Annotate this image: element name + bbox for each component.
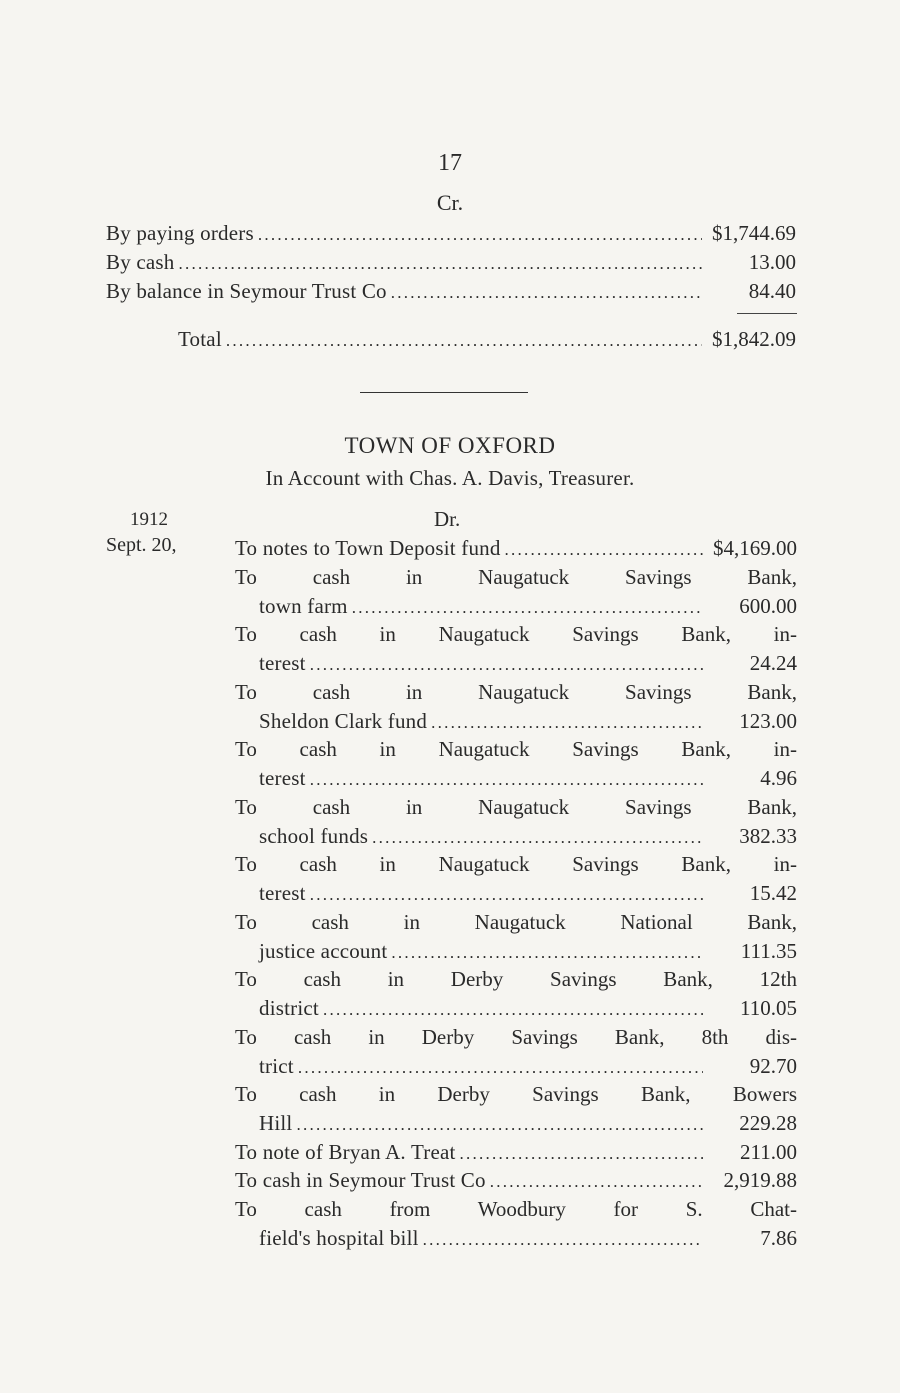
entry-description: To cash in Naugatuck Savings Bank, <box>235 794 797 819</box>
entry-description: To cash in Derby Savings Bank, Bowers <box>235 1082 797 1106</box>
entry-amount: 123.00 <box>739 708 797 733</box>
dot-leader <box>178 248 702 278</box>
total-row <box>178 325 796 354</box>
entry-amount: $4,169.00 <box>713 536 797 560</box>
total-amount: $1,842.09 <box>712 327 796 351</box>
dot-leader <box>490 1166 703 1197</box>
entry-line <box>235 1109 797 1138</box>
entry-amount: 110.05 <box>740 996 797 1020</box>
page-number: 17 <box>438 150 462 176</box>
ledger-entry <box>235 1080 797 1138</box>
entry-amount: 7.86 <box>760 1225 797 1250</box>
entry-line <box>235 994 797 1023</box>
entry-amount: 229.28 <box>739 1111 797 1135</box>
cr-row-label: By balance in Seymour Trust Co <box>106 279 387 303</box>
entry-label: field's hospital bill <box>259 1225 419 1250</box>
ledger-entry <box>235 735 797 793</box>
cr-row <box>106 219 796 248</box>
total-label: Total <box>178 327 222 351</box>
cr-row-amount: 84.40 <box>748 279 796 303</box>
dr-heading: Dr. <box>434 507 461 531</box>
entry-label: terest <box>259 881 306 905</box>
entry-line <box>235 764 797 793</box>
dot-leader <box>310 879 703 910</box>
entry-label: terest <box>259 766 306 790</box>
dot-leader <box>372 822 703 853</box>
dot-leader <box>296 1109 703 1140</box>
entry-label: terest <box>259 651 306 675</box>
entry-description: To cash in Naugatuck Savings Bank, in- <box>235 737 797 761</box>
entry-label: justice account <box>259 938 388 963</box>
entry-description: To cash in Naugatuck Savings Bank, <box>235 679 797 704</box>
dot-leader <box>226 325 702 355</box>
account-title: TOWN OF OXFORD <box>344 433 556 458</box>
entry-line <box>235 1138 797 1167</box>
entry-line <box>235 534 797 563</box>
entry-amount: 92.70 <box>749 1053 797 1078</box>
entry-label: Hill <box>259 1111 293 1135</box>
entry-amount: 24.24 <box>749 651 797 675</box>
account-year: 1912 <box>130 509 168 530</box>
entry-amount: 382.33 <box>739 823 797 848</box>
entry-label: To note of Bryan A. Treat <box>235 1139 456 1164</box>
ledger-entry <box>235 534 797 563</box>
entry-description: To cash in Derby Savings Bank, 12th <box>235 967 797 991</box>
entry-description: To cash in Naugatuck National Bank, <box>235 909 797 934</box>
entry-line <box>235 707 797 736</box>
entry-amount: 2,919.88 <box>723 1168 797 1192</box>
entry-line <box>235 592 797 621</box>
entry-amount: 15.42 <box>749 881 797 905</box>
entry-line <box>235 937 797 966</box>
entry-amount: 211.00 <box>740 1139 797 1164</box>
ledger-entry <box>235 563 797 621</box>
cr-row <box>106 248 796 277</box>
dot-leader <box>431 707 703 738</box>
dot-leader <box>323 994 703 1025</box>
cr-ledger <box>106 219 796 306</box>
dot-leader <box>391 937 703 968</box>
ledger-entry <box>235 1166 797 1195</box>
account-subtitle: In Account with Chas. A. Davis, Treasurer. <box>265 466 635 490</box>
section-divider <box>360 392 528 393</box>
dot-leader <box>310 764 703 795</box>
entry-amount: 4.96 <box>760 766 797 790</box>
sum-rule <box>737 313 797 314</box>
dr-ledger <box>235 534 797 1252</box>
ledger-entry <box>235 678 797 736</box>
cr-row-label: By paying orders <box>106 221 254 245</box>
entry-line <box>235 1052 797 1081</box>
ledger-entry <box>235 965 797 1023</box>
entry-label: school funds <box>259 823 369 848</box>
entry-line <box>235 649 797 678</box>
cr-heading: Cr. <box>436 190 464 215</box>
dot-leader <box>505 534 703 565</box>
dot-leader <box>460 1138 703 1169</box>
cr-row-amount: $1,744.69 <box>712 221 796 245</box>
entry-line <box>235 822 797 851</box>
entry-amount: 111.35 <box>740 938 797 963</box>
cr-total <box>178 325 796 354</box>
dot-leader <box>391 277 702 307</box>
entry-description: To cash in Derby Savings Bank, 8th dis- <box>235 1024 797 1049</box>
dot-leader <box>352 592 703 623</box>
dot-leader <box>423 1224 703 1255</box>
entry-label: To notes to Town Deposit fund <box>235 536 501 560</box>
ledger-entry <box>235 793 797 851</box>
entry-description: To cash in Naugatuck Savings Bank, <box>235 564 797 589</box>
entry-description: To cash in Naugatuck Savings Bank, in- <box>235 622 797 646</box>
cr-row-amount: 13.00 <box>748 250 796 274</box>
entry-line <box>235 1224 797 1253</box>
entry-label: town farm <box>259 593 348 618</box>
entry-label: trict <box>259 1053 294 1078</box>
entry-line <box>235 1166 797 1195</box>
entry-label: To cash in Seymour Trust Co <box>235 1168 486 1192</box>
entry-label: district <box>259 996 319 1020</box>
ledger-entry <box>235 1195 797 1253</box>
entry-amount: 600.00 <box>739 593 797 618</box>
ledger-entry <box>235 908 797 966</box>
cr-row <box>106 277 796 306</box>
entry-line <box>235 879 797 908</box>
dot-leader <box>310 649 703 680</box>
ledger-entry <box>235 1023 797 1081</box>
cr-row-label: By cash <box>106 250 175 274</box>
ledger-entry <box>235 850 797 908</box>
entry-description: To cash in Naugatuck Savings Bank, in- <box>235 852 797 876</box>
entry-description: To cash from Woodbury for S. Chat- <box>235 1196 797 1221</box>
ledger-entry <box>235 1138 797 1167</box>
ledger-entry <box>235 620 797 678</box>
entry-date: Sept. 20, <box>106 534 177 556</box>
dot-leader <box>258 219 702 249</box>
dot-leader <box>298 1052 703 1083</box>
entry-label: Sheldon Clark fund <box>259 708 428 733</box>
